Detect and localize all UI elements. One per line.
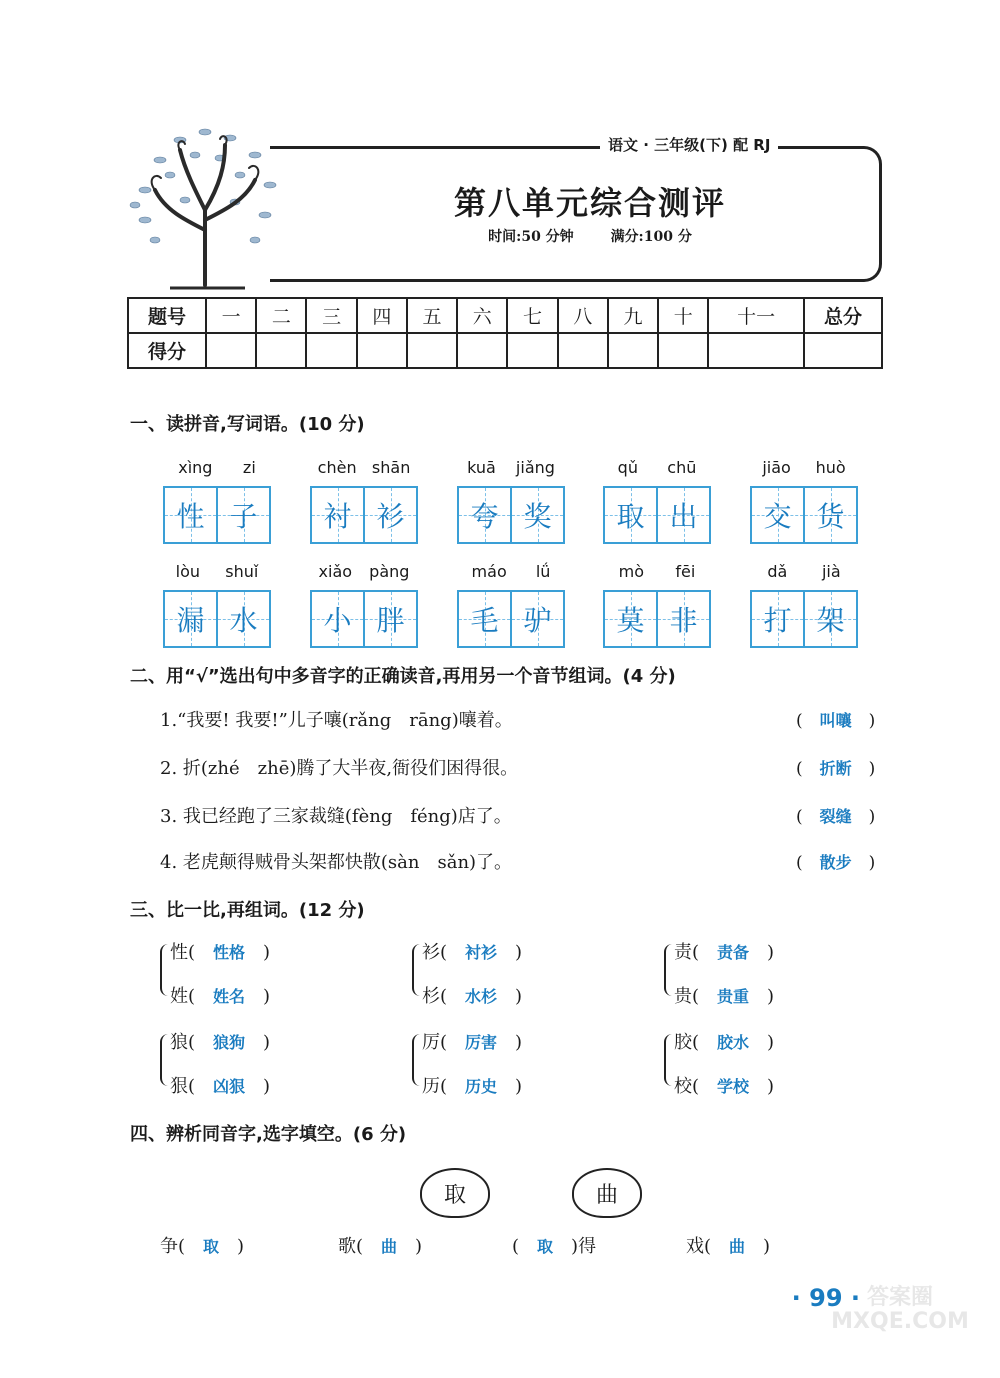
pinyin-syllable: dǎ — [767, 562, 788, 581]
handwritten-char: 性 — [176, 500, 205, 533]
brace — [664, 944, 674, 996]
table-cell: 题号 — [128, 298, 206, 333]
grid-cell[interactable] — [312, 592, 363, 646]
section3-heading: 三、比一比,再组词。(12 分) — [130, 900, 365, 921]
grid-cell[interactable] — [459, 592, 510, 646]
compare-char: 胶 — [674, 1032, 692, 1053]
table-cell: 五 — [407, 298, 457, 333]
pinyin — [163, 562, 271, 584]
tree-illustration — [125, 120, 285, 290]
handwritten-char: 夸 — [470, 500, 499, 533]
pinyin-word — [750, 562, 858, 648]
pinyin-word — [310, 562, 418, 648]
grid-cell[interactable] — [363, 592, 416, 646]
table-cell: 总分 — [804, 298, 882, 333]
pinyin-syllable: lǘ — [535, 562, 551, 581]
score-cell[interactable] — [457, 333, 507, 368]
compare-item[interactable]: 性( 性格 ) — [170, 942, 271, 963]
writing-grid[interactable] — [310, 590, 418, 648]
answer-1[interactable]: ( 叫嚷 ) — [796, 711, 876, 731]
score-table-score-row — [128, 333, 882, 368]
handwritten-char: 水 — [229, 604, 258, 637]
handwritten-char: 打 — [763, 604, 792, 637]
table-cell: 八 — [558, 298, 608, 333]
blank-3[interactable]: ( 取 )得 — [512, 1236, 597, 1257]
grid-cell[interactable] — [605, 592, 656, 646]
option-fish-1: 取 — [420, 1168, 490, 1218]
compare-answer: 衬衫 — [465, 943, 498, 962]
watermark-logo: 答案圈 MXQE.COM — [831, 1285, 969, 1335]
compare-char: 厉 — [422, 1032, 440, 1053]
compare-item[interactable]: 狠( 凶狠 ) — [170, 1076, 271, 1097]
pinyin — [457, 562, 565, 584]
pinyin — [163, 458, 271, 480]
writing-grid[interactable] — [750, 590, 858, 648]
pinyin — [310, 562, 418, 584]
table-cell: 六 — [457, 298, 507, 333]
score-cell[interactable] — [256, 333, 306, 368]
question-4: 4. 老虎颠得贼骨头架都快散(sàn sǎn)了。 — [160, 852, 513, 873]
table-cell: 十 — [658, 298, 708, 333]
grid-cell[interactable] — [459, 488, 510, 542]
grid-cell[interactable] — [803, 488, 856, 542]
compare-item[interactable]: 姓( 姓名 ) — [170, 986, 271, 1007]
pinyin-word — [163, 458, 271, 544]
writing-grid[interactable] — [457, 590, 565, 648]
compare-item[interactable]: 历( 历史 ) — [422, 1076, 523, 1097]
compare-item[interactable]: 衫( 衬衫 ) — [422, 942, 523, 963]
grid-cell[interactable] — [216, 592, 269, 646]
pinyin-syllable: jiāo — [762, 458, 791, 477]
pinyin — [603, 458, 711, 480]
compare-answer: 学校 — [717, 1077, 750, 1096]
table-cell: 得分 — [128, 333, 206, 368]
pinyin-word — [457, 562, 565, 648]
section2-heading: 二、用“√”选出句中多音字的正确读音,再用另一个音节组词。(4 分) — [130, 666, 676, 687]
pinyin-syllable: kuā — [467, 458, 496, 477]
handwritten-char: 胖 — [376, 604, 405, 637]
pinyin-word — [310, 458, 418, 544]
answer-2[interactable]: ( 折断 ) — [796, 759, 876, 779]
pinyin — [457, 458, 565, 480]
compare-char: 责 — [674, 942, 692, 963]
compare-answer: 胶水 — [717, 1033, 750, 1052]
section1-heading: 一、读拼音,写词语。(10 分) — [130, 414, 365, 435]
compare-item[interactable]: 校( 学校 ) — [674, 1076, 775, 1097]
handwritten-char: 衫 — [376, 500, 405, 533]
grid-cell[interactable] — [216, 488, 269, 542]
compare-char: 衫 — [422, 942, 440, 963]
pinyin-syllable: xìng — [178, 458, 213, 477]
compare-char: 杉 — [422, 986, 440, 1007]
table-cell: 三 — [306, 298, 356, 333]
compare-item[interactable]: 贵( 贵重 ) — [674, 986, 775, 1007]
question-1: 1.“我要! 我要!”儿子嚷(rǎng rāng)嚷着。 — [160, 710, 513, 731]
pinyin-syllable: pàng — [369, 562, 410, 581]
score-cell[interactable] — [608, 333, 658, 368]
compare-answer: 历史 — [465, 1077, 498, 1096]
pinyin-syllable: jiǎng — [515, 458, 555, 477]
grid-cell[interactable] — [312, 488, 363, 542]
blank-4[interactable]: 戏( 曲 ) — [686, 1236, 771, 1257]
full-score: 满分:100 分 — [610, 229, 692, 245]
compare-char: 历 — [422, 1076, 440, 1097]
blank-2[interactable]: 歌( 曲 ) — [338, 1236, 423, 1257]
score-cell[interactable] — [558, 333, 608, 368]
page-number: · 99 · — [791, 1284, 860, 1312]
writing-grid[interactable] — [750, 486, 858, 544]
pinyin-syllable: huò — [815, 458, 846, 477]
table-cell: 七 — [507, 298, 557, 333]
table-cell: 四 — [357, 298, 407, 333]
question-2: 2. 折(zhé zhē)腾了大半夜,衙役们困得很。 — [160, 758, 519, 779]
grid-cell[interactable] — [803, 592, 856, 646]
pinyin-syllable: fēi — [675, 562, 696, 581]
compare-item[interactable]: 责( 责备 ) — [674, 942, 775, 963]
table-cell: 九 — [608, 298, 658, 333]
compare-answer: 水杉 — [465, 987, 498, 1006]
pinyin-syllable: jià — [821, 562, 841, 581]
grid-cell[interactable] — [363, 488, 416, 542]
grid-cell[interactable] — [656, 488, 709, 542]
pinyin — [603, 562, 711, 584]
score-cell[interactable] — [306, 333, 356, 368]
compare-char: 狠 — [170, 1076, 188, 1097]
compare-char: 狼 — [170, 1032, 188, 1053]
score-table — [127, 297, 883, 369]
compare-answer: 厉害 — [465, 1033, 498, 1052]
answer-4[interactable]: ( 散步 ) — [796, 853, 876, 873]
score-cell[interactable] — [407, 333, 457, 368]
answer-3[interactable]: ( 裂缝 ) — [796, 807, 876, 827]
score-cell[interactable] — [357, 333, 407, 368]
score-cell[interactable] — [658, 333, 708, 368]
compare-answer: 性格 — [213, 943, 246, 962]
pinyin-word — [603, 458, 711, 544]
handwritten-char: 奖 — [523, 500, 552, 533]
compare-char: 性 — [170, 942, 188, 963]
handwritten-char: 出 — [669, 500, 698, 533]
writing-grid[interactable] — [163, 486, 271, 544]
brace — [412, 1034, 422, 1086]
brace — [160, 944, 170, 996]
handwritten-char: 小 — [323, 604, 352, 637]
pinyin-word — [457, 458, 565, 544]
handwritten-char: 交 — [763, 500, 792, 533]
handwritten-char: 架 — [816, 604, 845, 637]
pinyin-syllable: xiǎo — [318, 562, 353, 581]
compare-item[interactable]: 厉( 厉害 ) — [422, 1032, 523, 1053]
pinyin-syllable: chèn — [317, 458, 357, 477]
table-cell: 十一 — [708, 298, 804, 333]
brace — [160, 1034, 170, 1086]
option-fish-2: 曲 — [572, 1168, 642, 1218]
pinyin-syllable: lòu — [175, 562, 201, 581]
grid-cell[interactable] — [752, 592, 803, 646]
pinyin-syllable: zi — [242, 458, 256, 477]
grid-cell[interactable] — [752, 488, 803, 542]
table-cell: 二 — [256, 298, 306, 333]
writing-grid[interactable] — [310, 486, 418, 544]
header-tag: 语文 · 三年级(下) 配 RJ — [600, 134, 778, 155]
pinyin-syllable: chū — [667, 458, 697, 477]
compare-char: 校 — [674, 1076, 692, 1097]
handwritten-char: 莫 — [616, 604, 645, 637]
pinyin — [750, 458, 858, 480]
question-3: 3. 我已经跑了三家裁缝(fèng féng)店了。 — [160, 806, 512, 827]
grid-cell[interactable] — [165, 488, 216, 542]
grid-cell[interactable] — [605, 488, 656, 542]
writing-grid[interactable] — [457, 486, 565, 544]
grid-cell[interactable] — [656, 592, 709, 646]
compare-char: 贵 — [674, 986, 692, 1007]
grid-cell[interactable] — [510, 592, 563, 646]
compare-answer: 狼狗 — [213, 1033, 246, 1052]
writing-grid[interactable] — [603, 486, 711, 544]
table-cell: 一 — [206, 298, 256, 333]
handwritten-char: 取 — [616, 500, 645, 533]
handwritten-char: 驴 — [523, 604, 552, 637]
score-cell[interactable] — [206, 333, 256, 368]
pinyin-syllable: máo — [471, 562, 507, 581]
brace — [412, 944, 422, 996]
page-title: 第八单元综合测评 — [453, 184, 726, 222]
subtitle — [300, 226, 880, 246]
compare-answer: 姓名 — [213, 987, 246, 1006]
writing-grid[interactable] — [603, 590, 711, 648]
pinyin-syllable: shān — [371, 458, 411, 477]
compare-answer: 责备 — [717, 943, 750, 962]
score-table-header-row — [128, 298, 882, 333]
pinyin — [310, 458, 418, 480]
compare-item[interactable]: 狼( 狼狗 ) — [170, 1032, 271, 1053]
brace — [664, 1034, 674, 1086]
time-limit: 时间:50 分钟 — [488, 229, 574, 245]
handwritten-char: 毛 — [470, 604, 499, 637]
pinyin-syllable: shuǐ — [225, 562, 259, 581]
grid-cell[interactable] — [165, 592, 216, 646]
handwritten-char: 子 — [229, 500, 258, 533]
blank-1[interactable]: 争( 取 ) — [160, 1236, 245, 1257]
compare-item[interactable]: 胶( 胶水 ) — [674, 1032, 775, 1053]
compare-char: 姓 — [170, 986, 188, 1007]
handwritten-char: 漏 — [176, 604, 205, 637]
handwritten-char: 衬 — [323, 500, 352, 533]
compare-answer: 贵重 — [717, 987, 750, 1006]
pinyin-word — [603, 562, 711, 648]
score-cell[interactable] — [507, 333, 557, 368]
score-cell[interactable] — [804, 333, 882, 368]
score-cell[interactable] — [708, 333, 804, 368]
writing-grid[interactable] — [163, 590, 271, 648]
grid-cell[interactable] — [510, 488, 563, 542]
section4-heading: 四、辨析同音字,选字填空。(6 分) — [130, 1124, 407, 1145]
handwritten-char: 货 — [816, 500, 845, 533]
pinyin-word — [750, 458, 858, 544]
pinyin-word — [163, 562, 271, 648]
compare-answer: 凶狠 — [213, 1077, 246, 1096]
pinyin — [750, 562, 858, 584]
compare-item[interactable]: 杉( 水杉 ) — [422, 986, 523, 1007]
pinyin-syllable: mò — [618, 562, 645, 581]
handwritten-char: 非 — [669, 604, 698, 637]
pinyin-syllable: qǔ — [617, 458, 638, 477]
